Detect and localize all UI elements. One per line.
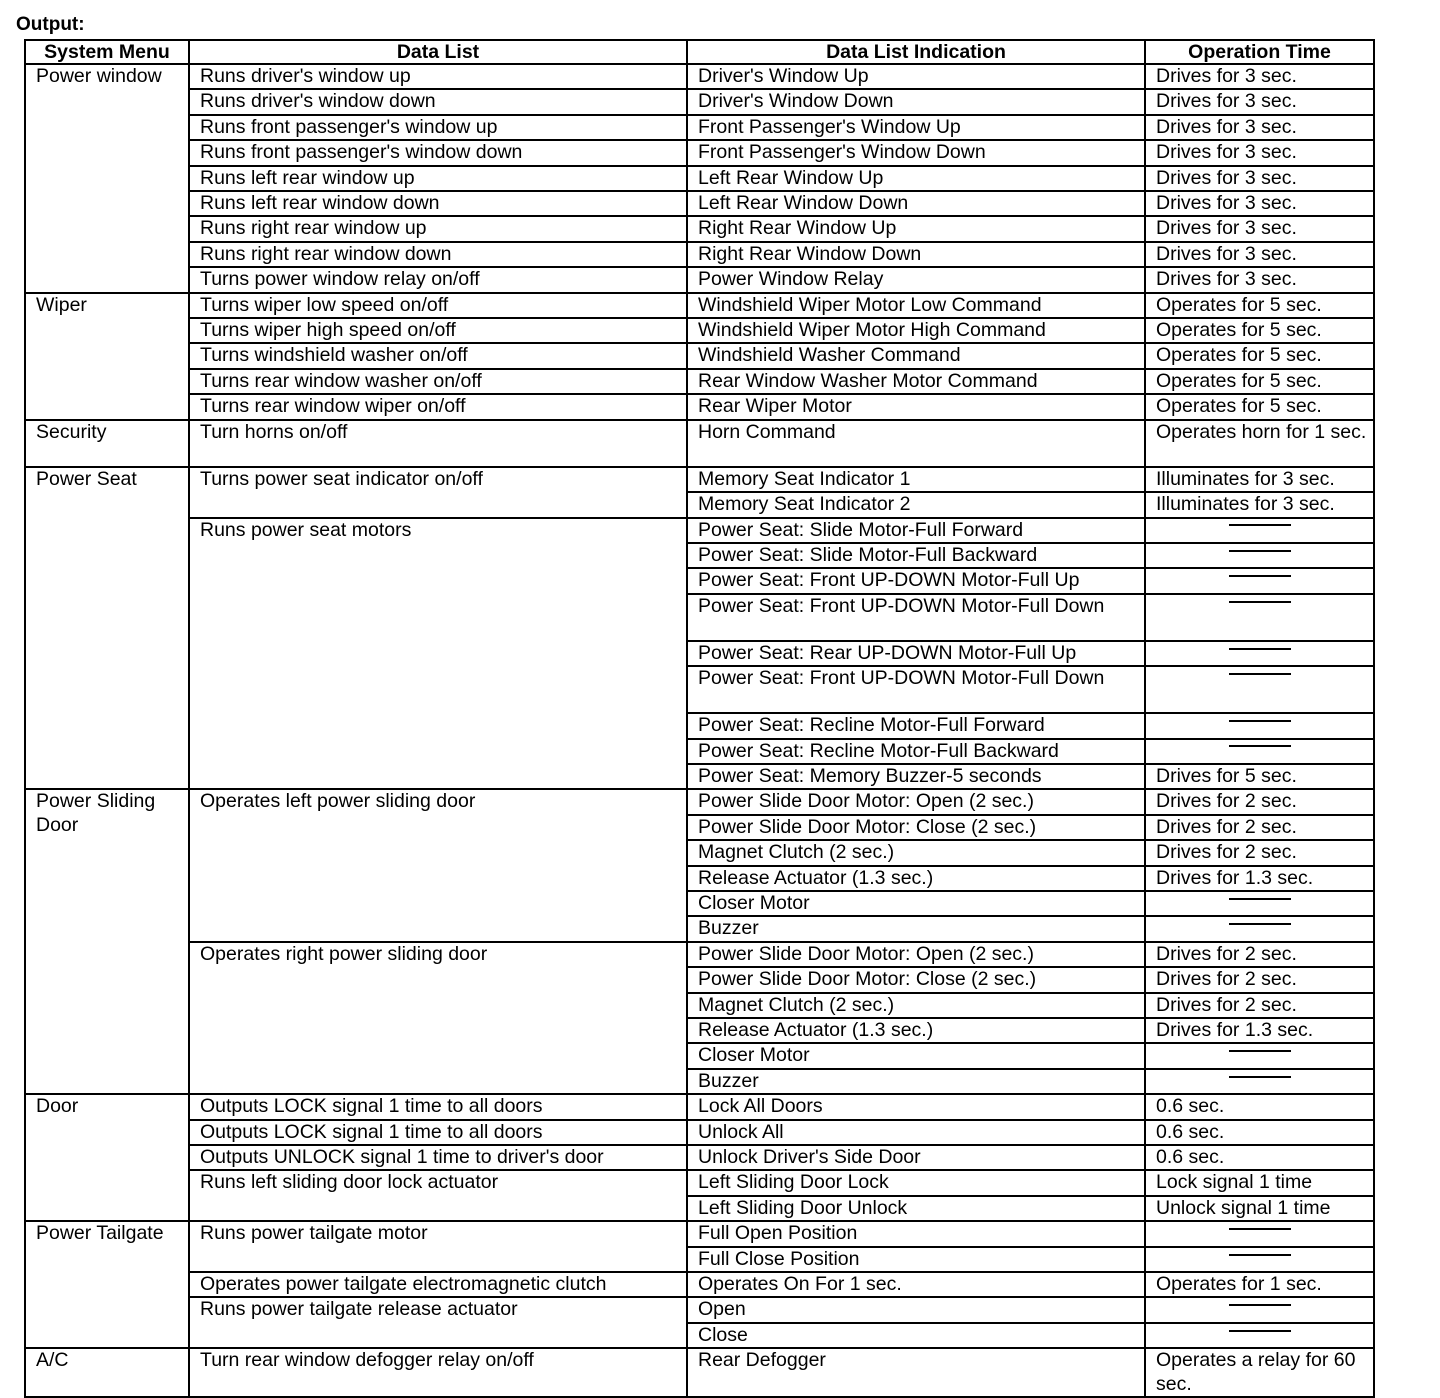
header-data-list-indication: Data List Indication <box>687 40 1145 64</box>
operation-time-cell: Drives for 1.3 sec. <box>1145 866 1374 891</box>
table-row <box>25 115 1374 140</box>
operation-time-cell: Operates for 5 sec. <box>1145 343 1374 368</box>
operation-time-cell: Drives for 2 sec. <box>1145 942 1374 967</box>
table-row <box>25 293 1374 318</box>
table-row <box>25 369 1374 394</box>
data-list-cell: Operates power tailgate electromagnetic clutch <box>189 1272 687 1297</box>
data-list-cell: Runs driver's window down <box>189 89 687 114</box>
indication-cell: Rear Wiper Motor <box>687 394 1145 419</box>
operation-time-cell: Operates for 5 sec. <box>1145 293 1374 318</box>
data-list-cell: Runs front passenger's window up <box>189 115 687 140</box>
table-row <box>25 1297 1374 1322</box>
operation-time-cell: Drives for 2 sec. <box>1145 815 1374 840</box>
header-data-list: Data List <box>189 40 687 64</box>
operation-time-cell <box>1145 568 1374 593</box>
data-list-cell: Turns power window relay on/off <box>189 267 687 292</box>
indication-cell: Power Seat: Front UP-DOWN Motor-Full Down <box>687 666 1145 713</box>
operation-time-cell <box>1145 1247 1374 1272</box>
operation-time-cell: Operates a relay for 60 sec. <box>1145 1348 1374 1397</box>
indication-cell: Power Seat: Rear UP-DOWN Motor-Full Up <box>687 641 1145 666</box>
data-list-cell: Turn horns on/off <box>189 420 687 467</box>
table-row <box>25 191 1374 216</box>
system-menu-cell: A/C <box>25 1348 189 1397</box>
operation-time-cell: Operates for 1 sec. <box>1145 1272 1374 1297</box>
table-row <box>25 518 1374 543</box>
indication-cell: Lock All Doors <box>687 1094 1145 1119</box>
indication-cell: Closer Motor <box>687 891 1145 916</box>
data-list-cell: Turns wiper high speed on/off <box>189 318 687 343</box>
operation-time-cell <box>1145 1297 1374 1322</box>
operation-time-cell: Drives for 3 sec. <box>1145 216 1374 241</box>
indication-cell: Full Close Position <box>687 1247 1145 1272</box>
table-row <box>25 1120 1374 1145</box>
table-row <box>25 166 1374 191</box>
operation-time-cell: Drives for 3 sec. <box>1145 267 1374 292</box>
table-row <box>25 318 1374 343</box>
indication-cell: Power Seat: Front UP-DOWN Motor-Full Up <box>687 568 1145 593</box>
table-row <box>25 1145 1374 1170</box>
data-list-cell: Runs front passenger's window down <box>189 140 687 165</box>
indication-cell: Rear Defogger <box>687 1348 1145 1397</box>
indication-cell: Windshield Washer Command <box>687 343 1145 368</box>
indication-cell: Windshield Wiper Motor Low Command <box>687 293 1145 318</box>
indication-cell: Left Sliding Door Unlock <box>687 1196 1145 1221</box>
indication-cell: Power Seat: Front UP-DOWN Motor-Full Down <box>687 594 1145 641</box>
table-row <box>25 467 1374 492</box>
indication-cell: Right Rear Window Down <box>687 242 1145 267</box>
operation-time-cell: Drives for 1.3 sec. <box>1145 1018 1374 1043</box>
operation-time-cell: Operates for 5 sec. <box>1145 394 1374 419</box>
system-menu-cell: Power Seat <box>25 467 189 790</box>
operation-time-cell: Drives for 3 sec. <box>1145 64 1374 89</box>
indication-cell: Power Seat: Recline Motor-Full Backward <box>687 739 1145 764</box>
operation-time-cell <box>1145 543 1374 568</box>
output-table <box>24 39 1375 1398</box>
operation-time-cell: Drives for 5 sec. <box>1145 764 1374 789</box>
operation-time-cell: Lock signal 1 time <box>1145 1170 1374 1195</box>
header-system-menu: System Menu <box>25 40 189 64</box>
indication-cell: Power Seat: Recline Motor-Full Forward <box>687 713 1145 738</box>
table-row <box>25 64 1374 89</box>
operation-time-cell <box>1145 1323 1374 1348</box>
dash-line-icon <box>1229 745 1291 747</box>
indication-cell: Power Window Relay <box>687 267 1145 292</box>
indication-cell: Buzzer <box>687 916 1145 941</box>
operation-time-cell: Drives for 3 sec. <box>1145 140 1374 165</box>
dash-line-icon <box>1229 1254 1291 1256</box>
dash-line-icon <box>1229 1330 1291 1332</box>
operation-time-cell <box>1145 713 1374 738</box>
indication-cell: Power Slide Door Motor: Open (2 sec.) <box>687 789 1145 814</box>
data-list-cell: Runs power tailgate release actuator <box>189 1297 687 1348</box>
data-list-cell: Runs right rear window down <box>189 242 687 267</box>
indication-cell: Right Rear Window Up <box>687 216 1145 241</box>
data-list-cell: Runs right rear window up <box>189 216 687 241</box>
indication-cell: Memory Seat Indicator 1 <box>687 467 1145 492</box>
indication-cell: Closer Motor <box>687 1043 1145 1068</box>
indication-cell: Buzzer <box>687 1069 1145 1094</box>
operation-time-cell: Drives for 2 sec. <box>1145 993 1374 1018</box>
data-list-cell: Outputs LOCK signal 1 time to all doors <box>189 1094 687 1119</box>
data-list-cell: Runs driver's window up <box>189 64 687 89</box>
operation-time-cell: Drives for 3 sec. <box>1145 242 1374 267</box>
indication-cell: Open <box>687 1297 1145 1322</box>
indication-cell: Power Slide Door Motor: Close (2 sec.) <box>687 967 1145 992</box>
header-operation-time: Operation Time <box>1145 40 1374 64</box>
data-list-cell: Runs left sliding door lock actuator <box>189 1170 687 1221</box>
indication-cell: Left Rear Window Down <box>687 191 1145 216</box>
indication-cell: Power Seat: Slide Motor-Full Forward <box>687 518 1145 543</box>
data-list-cell: Runs power seat motors <box>189 518 687 790</box>
system-menu-cell: Wiper <box>25 293 189 420</box>
table-row <box>25 1094 1374 1119</box>
operation-time-cell: Illuminates for 3 sec. <box>1145 492 1374 517</box>
operation-time-cell <box>1145 641 1374 666</box>
table-row <box>25 1170 1374 1195</box>
data-list-cell: Outputs UNLOCK signal 1 time to driver's door <box>189 1145 687 1170</box>
operation-time-cell: 0.6 sec. <box>1145 1145 1374 1170</box>
data-list-cell: Turns power seat indicator on/off <box>189 467 687 518</box>
indication-cell: Unlock All <box>687 1120 1145 1145</box>
dash-line-icon <box>1229 673 1291 675</box>
data-list-cell: Turns rear window wiper on/off <box>189 394 687 419</box>
indication-cell: Horn Command <box>687 420 1145 467</box>
operation-time-cell <box>1145 518 1374 543</box>
indication-cell: Driver's Window Down <box>687 89 1145 114</box>
indication-cell: Release Actuator (1.3 sec.) <box>687 1018 1145 1043</box>
operation-time-cell: Drives for 2 sec. <box>1145 840 1374 865</box>
table-row <box>25 1348 1374 1397</box>
indication-cell: Front Passenger's Window Down <box>687 140 1145 165</box>
dash-line-icon <box>1229 1228 1291 1230</box>
system-menu-cell: Power Tailgate <box>25 1221 189 1348</box>
data-list-cell: Runs left rear window up <box>189 166 687 191</box>
indication-cell: Power Slide Door Motor: Close (2 sec.) <box>687 815 1145 840</box>
table-row <box>25 420 1374 467</box>
data-list-cell: Turns rear window washer on/off <box>189 369 687 394</box>
system-menu-cell: Power Sliding Door <box>25 789 189 1094</box>
indication-cell: Memory Seat Indicator 2 <box>687 492 1145 517</box>
operation-time-cell: Operates horn for 1 sec. <box>1145 420 1374 467</box>
table-body <box>25 64 1374 1397</box>
table-row <box>25 343 1374 368</box>
indication-cell: Rear Window Washer Motor Command <box>687 369 1145 394</box>
system-menu-cell: Power window <box>25 64 189 293</box>
indication-cell: Power Slide Door Motor: Open (2 sec.) <box>687 942 1145 967</box>
operation-time-cell: Drives for 2 sec. <box>1145 789 1374 814</box>
dash-line-icon <box>1229 524 1291 526</box>
operation-time-cell: Drives for 3 sec. <box>1145 115 1374 140</box>
operation-time-cell: Drives for 2 sec. <box>1145 967 1374 992</box>
data-list-cell: Outputs LOCK signal 1 time to all doors <box>189 1120 687 1145</box>
table-row <box>25 394 1374 419</box>
indication-cell: Full Open Position <box>687 1221 1145 1246</box>
operation-time-cell <box>1145 1221 1374 1246</box>
indication-cell: Left Rear Window Up <box>687 166 1145 191</box>
dash-line-icon <box>1229 601 1291 603</box>
operation-time-cell: 0.6 sec. <box>1145 1094 1374 1119</box>
operation-time-cell <box>1145 1043 1374 1068</box>
operation-time-cell: Drives for 3 sec. <box>1145 166 1374 191</box>
indication-cell: Magnet Clutch (2 sec.) <box>687 993 1145 1018</box>
header-row <box>25 40 1374 64</box>
table-row <box>25 942 1374 967</box>
indication-cell: Windshield Wiper Motor High Command <box>687 318 1145 343</box>
indication-cell: Driver's Window Up <box>687 64 1145 89</box>
system-menu-cell: Security <box>25 420 189 467</box>
operation-time-cell: Illuminates for 3 sec. <box>1145 467 1374 492</box>
indication-cell: Operates On For 1 sec. <box>687 1272 1145 1297</box>
table-row <box>25 789 1374 814</box>
data-list-cell: Operates right power sliding door <box>189 942 687 1094</box>
table-row <box>25 216 1374 241</box>
dash-line-icon <box>1229 898 1291 900</box>
operation-time-cell <box>1145 916 1374 941</box>
system-menu-cell: Door <box>25 1094 189 1221</box>
table-row <box>25 1221 1374 1246</box>
operation-time-cell <box>1145 594 1374 641</box>
data-list-cell: Turn rear window defogger relay on/off <box>189 1348 687 1397</box>
data-list-cell: Turns wiper low speed on/off <box>189 293 687 318</box>
indication-cell: Unlock Driver's Side Door <box>687 1145 1145 1170</box>
indication-cell: Left Sliding Door Lock <box>687 1170 1145 1195</box>
table-row <box>25 242 1374 267</box>
indication-cell: Release Actuator (1.3 sec.) <box>687 866 1145 891</box>
dash-line-icon <box>1229 550 1291 552</box>
indication-cell: Front Passenger's Window Up <box>687 115 1145 140</box>
operation-time-cell <box>1145 666 1374 713</box>
dash-line-icon <box>1229 1304 1291 1306</box>
dash-line-icon <box>1229 720 1291 722</box>
operation-time-cell: Operates for 5 sec. <box>1145 318 1374 343</box>
table-row <box>25 267 1374 292</box>
data-list-cell: Turns windshield washer on/off <box>189 343 687 368</box>
dash-line-icon <box>1229 1076 1291 1078</box>
data-list-cell: Runs left rear window down <box>189 191 687 216</box>
operation-time-cell: 0.6 sec. <box>1145 1120 1374 1145</box>
operation-time-cell: Drives for 3 sec. <box>1145 89 1374 114</box>
operation-time-cell: Unlock signal 1 time <box>1145 1196 1374 1221</box>
dash-line-icon <box>1229 1050 1291 1052</box>
operation-time-cell: Drives for 3 sec. <box>1145 191 1374 216</box>
dash-line-icon <box>1229 648 1291 650</box>
dash-line-icon <box>1229 923 1291 925</box>
operation-time-cell <box>1145 1069 1374 1094</box>
table-row <box>25 1272 1374 1297</box>
indication-cell: Power Seat: Memory Buzzer-5 seconds <box>687 764 1145 789</box>
table-row <box>25 89 1374 114</box>
page-heading: Output: <box>16 14 85 35</box>
operation-time-cell: Operates for 5 sec. <box>1145 369 1374 394</box>
indication-cell: Close <box>687 1323 1145 1348</box>
indication-cell: Power Seat: Slide Motor-Full Backward <box>687 543 1145 568</box>
operation-time-cell <box>1145 891 1374 916</box>
dash-line-icon <box>1229 575 1291 577</box>
indication-cell: Magnet Clutch (2 sec.) <box>687 840 1145 865</box>
data-list-cell: Runs power tailgate motor <box>189 1221 687 1272</box>
operation-time-cell <box>1145 739 1374 764</box>
table-row <box>25 140 1374 165</box>
data-list-cell: Operates left power sliding door <box>189 789 687 941</box>
